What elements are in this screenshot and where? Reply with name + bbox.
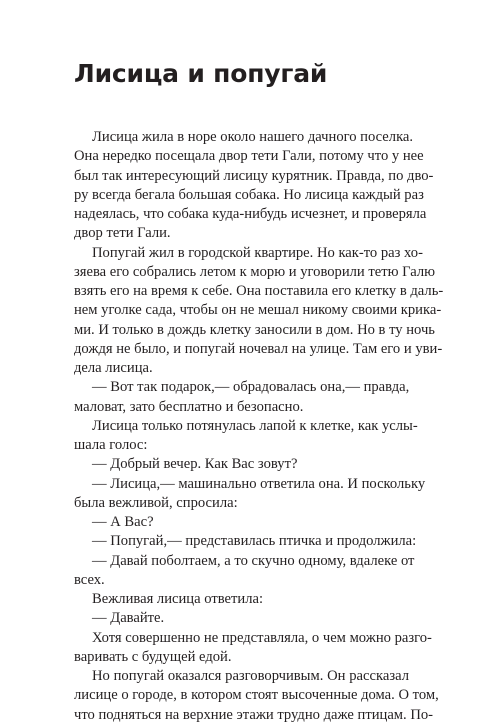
- text-line: Попугай жил в городской квартире. Но как-то раз хо-: [92, 244, 423, 261]
- text-line: что подняться на верхние этажи трудно даже птицам. По-: [74, 706, 434, 723]
- text-line: — Давай поболтаем, а то скучно одному, вдалеке от: [92, 552, 415, 569]
- text-line: Она нередко посещала двор тети Гали, потому что у нее: [74, 148, 424, 165]
- text-line: — Попугай,— представилась птичка и продолжила:: [92, 533, 417, 550]
- text-line: Лисица только потянулась лапой к клетке, как услы-: [92, 417, 418, 434]
- text-line: Но попугай оказался разговорчивым. Он рассказал: [92, 668, 409, 684]
- text-line: Вежливая лисица ответила:: [92, 591, 264, 607]
- text-line: шала голос:: [74, 437, 148, 453]
- text-line: дела лисица.: [74, 360, 153, 376]
- text-line: — А Вас?: [92, 514, 154, 530]
- text-line: взять его на время к себе. Она поставила его клетку в даль-: [74, 283, 444, 299]
- chapter-title: Лисица и попугай: [74, 59, 328, 88]
- text-line: — Лисица,— машинально ответила она. И поскольку: [92, 475, 426, 492]
- text-line: — Давайте.: [92, 610, 165, 627]
- text-line: ру всегда бегала большая собака. Но лисица каждый раз: [74, 186, 424, 203]
- text-line: ми. И только в дождь клетку заносили в дом. Но в ту ночь: [74, 321, 435, 338]
- text-line: Хотя совершенно не представляла, о чем можно разго-: [92, 629, 432, 646]
- text-line: варивать с будущей едой.: [74, 648, 232, 665]
- text-line: — Вот так подарок,— обрадовалась она,— правда,: [92, 379, 410, 396]
- text-line: надеялась, что собака куда-нибудь исчезнет, и проверяла: [74, 206, 427, 222]
- text-line: лисице о городе, в котором стоят высоченные дома. О том,: [74, 687, 439, 704]
- story-text: [74, 128, 444, 725]
- text-line: маловат, зато бесплатно и безопасно.: [74, 398, 304, 415]
- text-line: дождя не было, и попугай ночевал на улице. Там его и уви-: [74, 340, 443, 357]
- text-line: двор тети Гали.: [74, 225, 171, 242]
- text-line: нем уголке сада, чтобы он не мешал никому своими крика-: [74, 302, 442, 319]
- text-line: всех.: [74, 571, 105, 588]
- text-line: была вежливой, спросила:: [74, 494, 238, 511]
- text-line: зяева его собрались летом к морю и уговорили тетю Галю: [74, 263, 436, 280]
- text-line: был так интересующий лисицу курятник. Правда, по дво-: [74, 167, 434, 184]
- text-line: — Добрый вечер. Как Вас зовут?: [92, 456, 298, 473]
- text-line: Лисица жила в норе около нашего дачного поселка.: [92, 129, 414, 145]
